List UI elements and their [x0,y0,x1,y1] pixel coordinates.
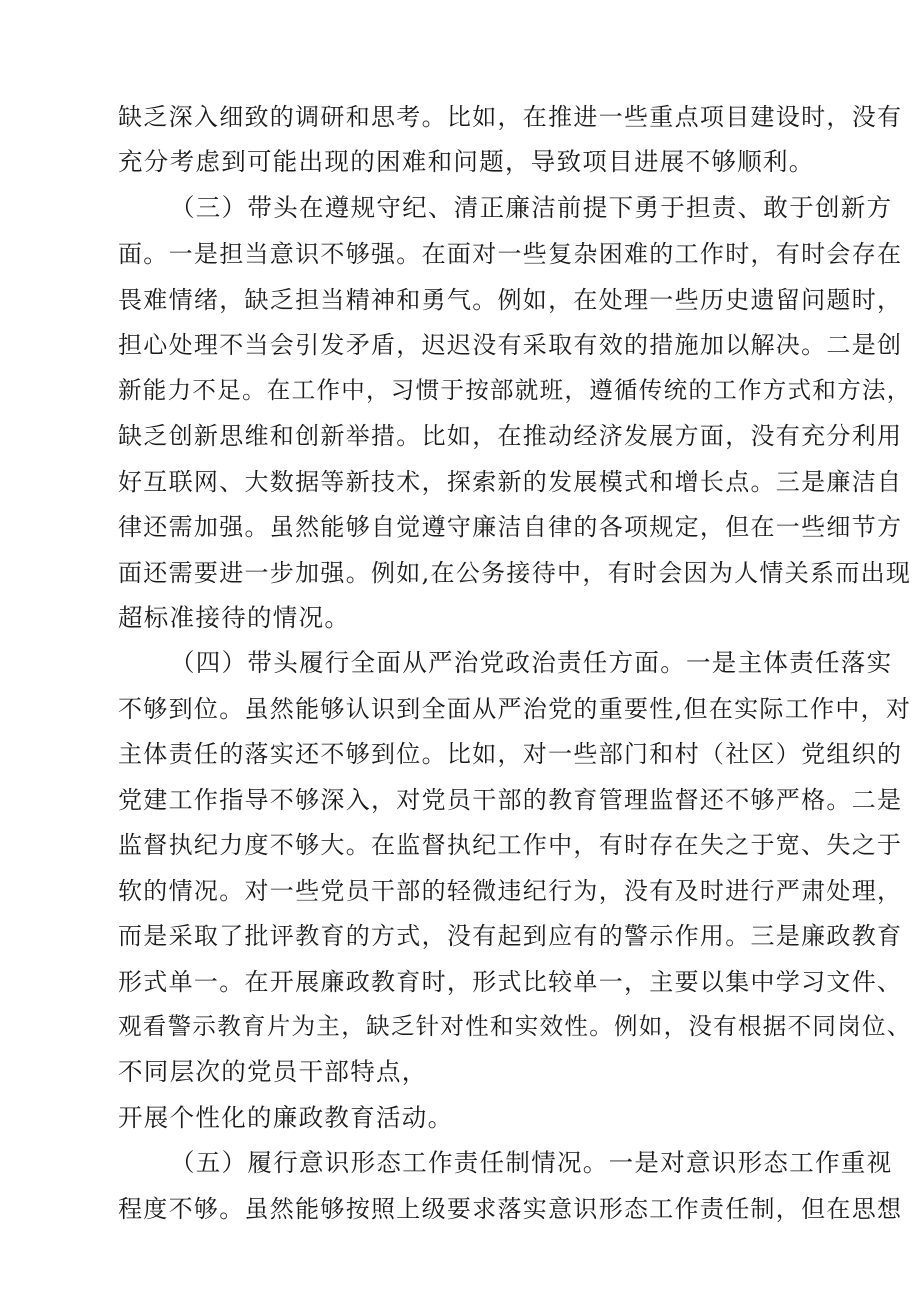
paragraph-line: 畏难情绪，缺乏担当精神和勇气。例如，在处理一些历史遗留问题时， [118,286,903,314]
paragraph-line: 缺乏创新思维和创新举措。比如，在推动经济发展方面，没有充分利用 [118,422,903,450]
paragraph-line: 开展个性化的廉政教育活动。 [118,1103,454,1132]
section-heading-5: （五）履行意识形态工作责任制情况。一是对意识形态工作重视 [170,1148,893,1177]
paragraph-line: 缺乏深入细致的调研和思考。比如，在推进一些重点项目建设时，没有 [118,103,903,131]
section-heading-4: （四）带头履行全面从严治党政治责任方面。一是主体责任落实 [170,648,893,677]
paragraph-line: 担心处理不当会引发矛盾，迟迟没有采取有效的措施加以解决。二是创 [118,331,903,359]
paragraph-line: 面。一是担当意识不够强。在面对一些复杂困难的工作时，有时会存在 [118,240,903,268]
paragraph-line: 好互联网、大数据等新技术，探索新的发展模式和增长点。三是廉洁自 [118,468,903,496]
paragraph-line: 形式单一。在开展廉政教育时，形式比较单一，主要以集中学习文件、 [118,968,903,996]
section-heading-3: （三）带头在遵规守纪、清正廉洁前提下勇于担责、敢于创新方 [170,193,893,222]
paragraph-line: 不够到位。虽然能够认识到全面从严治党的重要性,但在实际工作中，对 [118,695,912,723]
paragraph-line: 而是采取了批评教育的方式，没有起到应有的警示作用。三是廉政教育 [118,922,903,950]
paragraph-line: 面还需要进一步加强。例如,在公务接待中，有时会因为人情关系而出现 [118,559,912,587]
paragraph-line: 主体责任的落实还不够到位。比如，对一些部门和村（社区）党组织的 [118,740,903,768]
paragraph-line: 党建工作指导不够深入，对党员干部的教育管理监督还不够严格。二是 [118,786,903,814]
paragraph-line: 律还需加强。虽然能够自觉遵守廉洁自律的各项规定，但在一些细节方 [118,513,903,541]
paragraph-line: 监督执纪力度不够大。在监督执纪工作中，有时存在失之于宽、失之于 [118,831,903,859]
paragraph-line: 观看警示教育片为主，缺乏针对性和实效性。例如，没有根据不同岗位、 [118,1012,912,1040]
paragraph-line: 充分考虑到可能出现的困难和问题，导致项目进展不够顺利。 [118,147,815,176]
paragraph-line: 程度不够。虽然能够按照上级要求落实意识形态工作责任制，但在思想 [118,1195,903,1223]
paragraph-line: 不同层次的党员干部特点， [118,1057,428,1086]
paragraph-line: 新能力不足。在工作中，习惯于按部就班，遵循传统的工作方式和方法， [118,376,912,404]
paragraph-line: 超标准接待的情况。 [118,603,351,632]
paragraph-line: 软的情况。对一些党员干部的轻微违纪行为，没有及时进行严肃处理， [118,877,903,905]
